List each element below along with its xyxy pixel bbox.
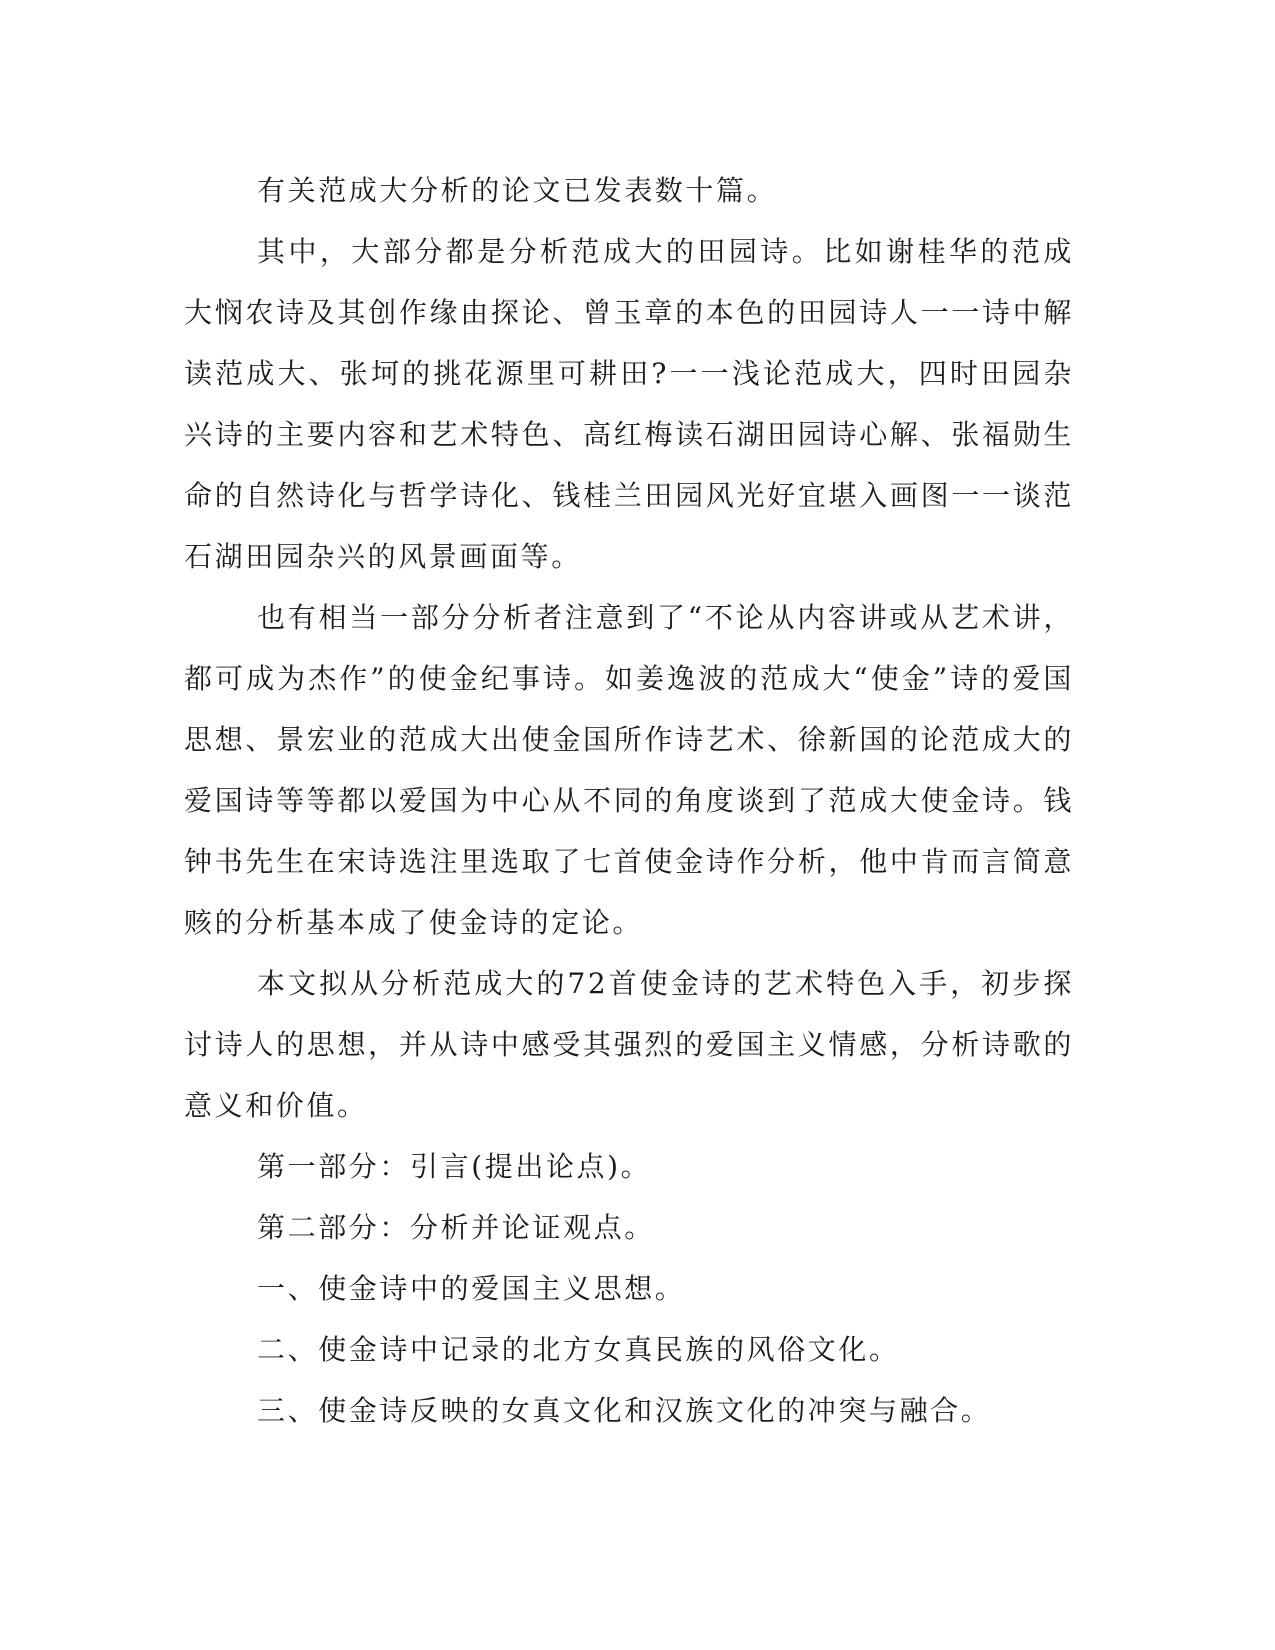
outline-part-one: 第一部分：引言(提出论点)。 [257,1150,652,1183]
paragraph-intro: 有关范成大分析的论文已发表数十篇。 [257,174,778,207]
paragraph-thesis: 本文拟从分析范成大的72首使金诗的艺术特色入手，初步探讨诗人的思想，并从诗中感受其强烈的爱国主义情感，分析诗歌的意义和价值。 [184,967,1074,1122]
paragraph-jin-envoy-studies: 也有相当一部分分析者注意到了“不论从内容讲或从艺术讲，都可成为杰作”的使金纪事诗。如姜逸波的范成大“使金”诗的爱国思想、景宏业的范成大出使金国所作诗艺术、徐新国的论范成大的爱国诗等等都以爱国为中心从不同的角度谈到了范成大使金诗。钱钟书先生在宋诗选注里选取了七首使金诗作分析，他中肯而言简意赅的分析基本成了使金诗的定论。 [184,601,1074,939]
outline-item-three: 三、使金诗反映的女真文化和汉族文化的冲突与融合。 [257,1394,992,1427]
paragraph-pastoral-studies: 其中，大部分都是分析范成大的田园诗。比如谢桂华的范成大悯农诗及其创作缘由探论、曾玉章的本色的田园诗人一一诗中解读范成大、张坷的挑花源里可耕田?一一浅论范成大，四时田园杂兴诗的主要内容和艺术特色、高红梅读石湖田园诗心解、张福勋生命的自然诗化与哲学诗化、钱桂兰田园风光好宜堪入画图一一谈范石湖田园杂兴的风景画面等。 [184,235,1074,573]
outline-item-two: 二、使金诗中记录的北方女真民族的风俗文化。 [257,1333,900,1366]
document-body [184,160,1074,1441]
outline-part-two: 第二部分：分析并论证观点。 [257,1211,655,1244]
outline-item-one: 一、使金诗中的爱国主义思想。 [257,1272,686,1305]
